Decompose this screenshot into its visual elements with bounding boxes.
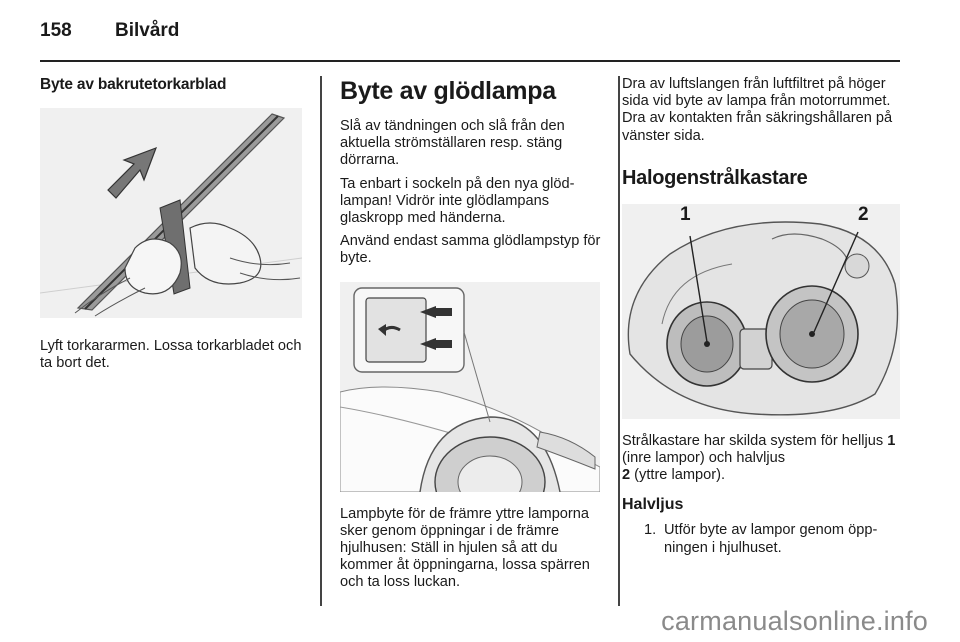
paragraph-bulb-handling: Ta enbart i sockeln på den nya glödlampan! Vidrör inte glödlampans glaskropp med händerna.	[340, 175, 575, 227]
callout-2: 2	[858, 203, 869, 225]
step-number: 1.	[644, 522, 657, 539]
caption-headlamp	[622, 433, 902, 485]
page-header	[40, 20, 179, 44]
column-wiper	[40, 76, 302, 372]
paragraph-bulb-type: Använd endast samma glödlampstyp för byte.	[340, 233, 601, 267]
headlamp-figure	[622, 204, 900, 419]
paragraph-ignition: Slå av tändningen och slå från den aktuella strömställaren resp. stäng dörrarna.	[340, 118, 565, 169]
column-divider-2	[618, 76, 620, 606]
caption-text-b: (inre lampor) och halvljus	[622, 450, 786, 467]
section-heading-halogen: Halogenstrålkastare	[622, 166, 808, 189]
headlamp-illustration	[622, 204, 900, 419]
caption-wiper: Lyft torkararmen. Lossa torkarbladet och ta bort det.	[40, 338, 302, 372]
caption-ref-2: 2	[622, 467, 631, 484]
column-divider-1	[320, 76, 322, 606]
paragraph-air-hose: Dra av luftslangen från luftfiltret på höger sida vid byte av lampa från motorrummet. Dra av kontakten från säkringshållaren på vänster sida.	[622, 76, 893, 144]
section-heading-wiper: Byte av bakrutetorkarblad	[40, 76, 227, 93]
section-heading-bulb: Byte av glödlampa	[340, 77, 556, 105]
subheading-low-beam: Halvljus	[622, 496, 684, 514]
column-bulb	[340, 76, 605, 592]
caption-text-a: Strålkastare har skilda system för helljus	[622, 432, 888, 449]
list-item	[644, 522, 902, 556]
caption-wheel-arch: Lampbyte för de främre yttre lamporna sker genom öppningar i de främre hjulhusen: Ställ in hjulen så att du kommer åt öppningarna, lossa spärren och ta loss luckan.	[340, 505, 590, 591]
wiper-illustration	[40, 108, 302, 318]
callout-1: 1	[680, 203, 691, 225]
wheel-arch-illustration	[340, 282, 600, 492]
caption-text-c: (yttre lampor).	[630, 467, 725, 484]
step-text: Utför byte av lampor genom öppningen i hjulhuset.	[664, 522, 878, 556]
page-number: 158	[40, 20, 72, 41]
watermark: carmanualsonline.info	[661, 606, 928, 636]
caption-ref-1: 1	[887, 432, 896, 449]
column-headlamp	[622, 76, 902, 557]
header-divider	[40, 60, 900, 62]
chapter-title: Bilvård	[115, 20, 180, 41]
steps-list	[622, 522, 902, 556]
